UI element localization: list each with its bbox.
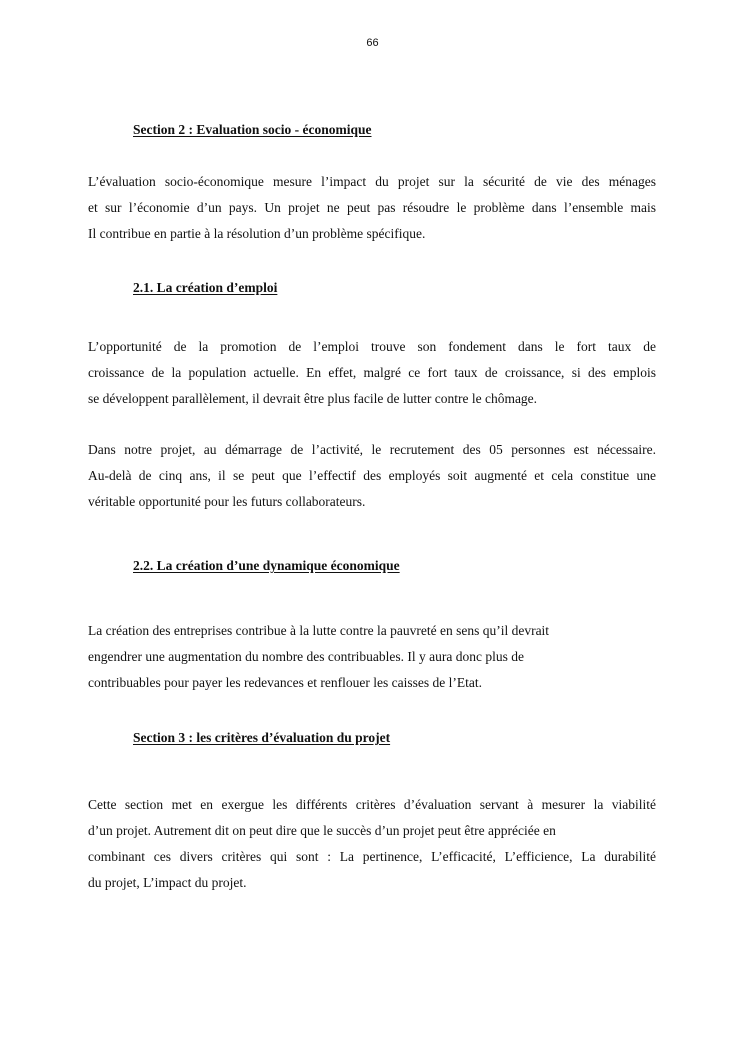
section-3-paragraph <box>88 792 656 896</box>
section-2-heading: Section 2 : Evaluation socio - économique <box>133 122 372 137</box>
subsection-2-2-heading: 2.2. La création d’une dynamique économique <box>133 558 400 573</box>
paragraph-line: L’évaluation socio-économique mesure l’impact du projet sur la sécurité de vie des ménages <box>88 174 656 189</box>
paragraph-line: Cette section met en exergue les différents critères d’évaluation servant à mesurer la viabilité <box>88 797 656 812</box>
paragraph-line: Dans notre projet, au démarrage de l’activité, le recrutement des 05 personnes est nécessaire. <box>88 442 656 457</box>
section-2-intro-paragraph <box>88 169 656 247</box>
paragraph-line: et sur l’économie d’un pays. Un projet ne peut pas résoudre le problème dans l’ensemble mais <box>88 200 656 215</box>
paragraph-line: L’opportunité de la promotion de l’emploi trouve son fondement dans le fort taux de <box>88 339 656 354</box>
paragraph-line: engendrer une augmentation du nombre des contribuables. Il y aura donc plus de <box>88 649 524 664</box>
section-3-heading: Section 3 : les critères d’évaluation du projet <box>133 730 391 745</box>
paragraph-line: croissance de la population actuelle. En effet, malgré ce fort taux de croissance, si des emplois <box>88 365 656 380</box>
paragraph-line: La création des entreprises contribue à la lutte contre la pauvreté en sens qu’il devrait <box>88 623 550 638</box>
paragraph-line: se développent parallèlement, il devrait être plus facile de lutter contre le chômage. <box>88 391 538 406</box>
paragraph-line: du projet, L’impact du projet. <box>88 875 247 890</box>
paragraph-line: Au-delà de cinq ans, il se peut que l’effectif des employés soit augmenté et cela constitue une <box>88 468 656 483</box>
subsection-2-1-paragraph-2 <box>88 437 656 515</box>
paragraph-line: véritable opportunité pour les futurs collaborateurs. <box>88 494 366 509</box>
paragraph-line: contribuables pour payer les redevances et renflouer les caisses de l’Etat. <box>88 675 482 690</box>
subsection-2-1-heading: 2.1. La création d’emploi <box>133 280 278 295</box>
subsection-2-2-paragraph <box>88 618 656 696</box>
paragraph-line: Il contribue en partie à la résolution d’un problème spécifique. <box>88 226 426 241</box>
subsection-2-1-paragraph-1 <box>88 334 656 412</box>
paragraph-line: combinant ces divers critères qui sont : La pertinence, L’efficacité, L’efficience, La durabilité <box>88 849 656 864</box>
page-number: 66 <box>366 37 379 49</box>
paragraph-line: d’un projet. Autrement dit on peut dire que le succès d’un projet peut être appréciée en <box>88 823 556 838</box>
